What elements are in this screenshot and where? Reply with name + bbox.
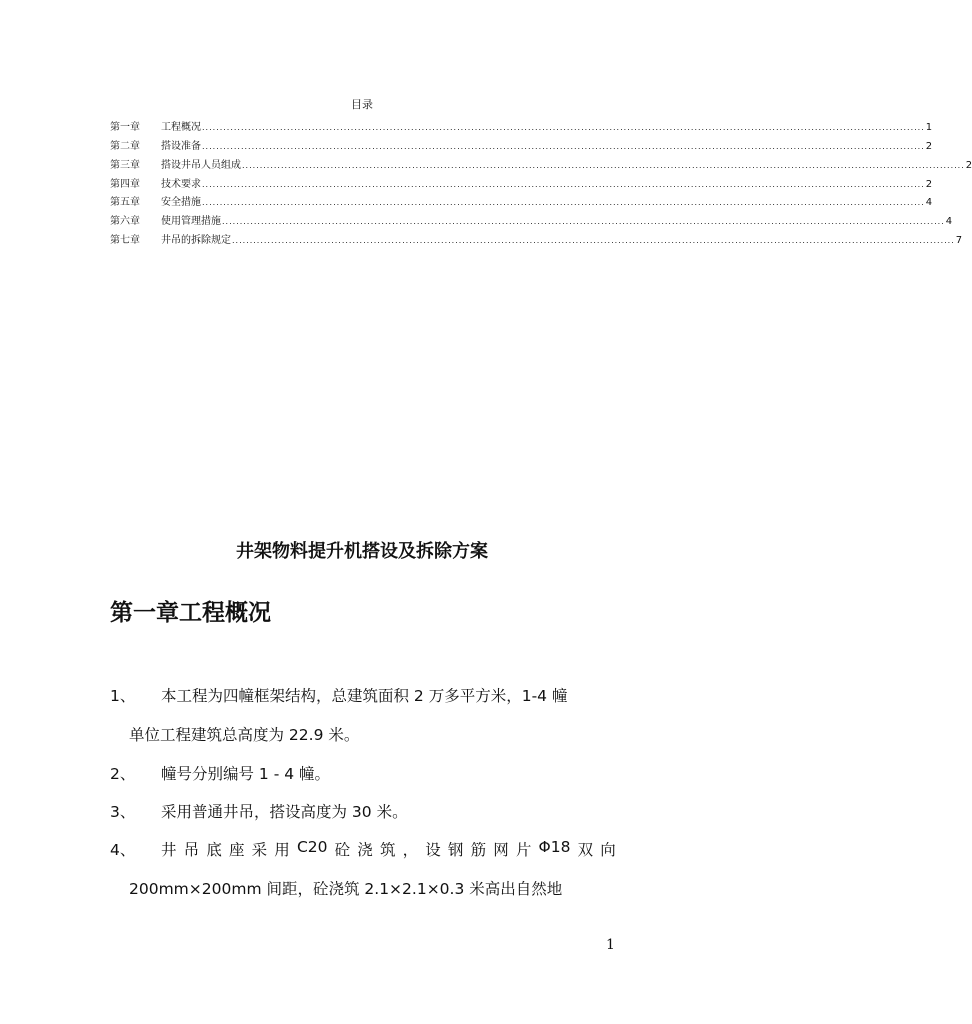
page-number: 1 (606, 937, 615, 953)
paragraph-text: 本工程为四幢框架结构，总建筑面积 2 万多平方米，1-4 幢 (161, 687, 568, 705)
text-fragment: 设 (425, 841, 441, 859)
text-fragment: 井 (161, 841, 177, 859)
toc-text: 使用管理措施 (161, 216, 221, 228)
toc-entry[interactable] (110, 190, 933, 209)
text-fragment: 筋 (470, 841, 487, 859)
chapter-heading: 第一章工程概况 (110, 600, 271, 626)
text-fragment: 网 (493, 841, 509, 859)
text-fragment: Φ18 (538, 838, 571, 856)
document-title: 井架物料提升机搭设及拆除方案 (236, 541, 488, 562)
toc-page: 4 (925, 197, 933, 209)
text-fragment: 浇 (357, 841, 373, 859)
text-fragment: 座 (228, 841, 245, 859)
toc-entry[interactable] (110, 208, 953, 228)
toc-page: 2 (925, 178, 933, 190)
toc-leader: ............................................................................................................................................................................................................ (202, 141, 925, 151)
text-fragment: ， (402, 841, 419, 859)
text-fragment: 砼 (334, 841, 351, 859)
toc-page: 2 (925, 140, 933, 152)
toc-leader: ............................................................................................................................................................................................................ (232, 236, 955, 246)
toc-text: 工程概况 (161, 121, 201, 133)
toc-leader: ............................................................................................................................................................................................................ (242, 160, 965, 170)
paragraph-text (161, 838, 616, 860)
toc-page: 2 (965, 159, 972, 171)
text-fragment: 双 (577, 841, 594, 859)
toc-entry[interactable] (110, 171, 933, 190)
paragraph-text: 采用普通井吊，搭设高度为 30 米。 (161, 803, 408, 821)
text-fragment: 用 (274, 841, 290, 859)
text-fragment: 采 (251, 841, 268, 859)
toc-leader: ............................................................................................................................................................................................................ (202, 179, 925, 189)
text-fragment: 吊 (183, 841, 200, 859)
toc-title: 目录 (351, 98, 373, 111)
toc-entry[interactable] (110, 133, 933, 152)
toc-chapter: 第二章 (110, 140, 140, 152)
toc-chapter: 第三章 (110, 159, 140, 171)
paragraph-number: 4、 (110, 841, 136, 859)
toc-entry[interactable] (110, 227, 963, 247)
toc-text: 安全措施 (161, 197, 201, 209)
paragraph-text: 幢号分别编号 1 - 4 幢。 (161, 765, 331, 783)
text-fragment: 钢 (447, 841, 464, 859)
paragraph-text-cont: 单位工程建筑总高度为 22.9 米。 (129, 726, 360, 744)
toc-entry[interactable] (110, 152, 972, 171)
toc-leader: ............................................................................................................................................................................................................ (202, 122, 925, 132)
text-fragment: 片 (515, 841, 532, 859)
toc-chapter: 第一章 (110, 121, 140, 133)
toc-text: 搭设准备 (161, 140, 201, 152)
toc-chapter: 第六章 (110, 216, 140, 228)
paragraph-number: 1、 (110, 687, 136, 705)
toc-entry[interactable] (110, 114, 933, 133)
toc-text: 井吊的拆除规定 (161, 235, 231, 247)
paragraph-number: 3、 (110, 803, 136, 821)
toc-page: 1 (925, 121, 933, 133)
paragraph-number: 2、 (110, 765, 136, 783)
toc-leader: ............................................................................................................................................................................................................ (202, 198, 925, 208)
toc-page: 4 (945, 216, 953, 228)
text-fragment: 向 (600, 841, 616, 859)
text-fragment: 底 (206, 841, 222, 859)
toc-leader: ............................................................................................................................................................................................................ (222, 217, 945, 227)
toc-chapter: 第七章 (110, 235, 140, 247)
paragraph-text-cont: 200mm×200mm 间距，砼浇筑 2.1×2.1×0.3 米高出自然地 (129, 880, 563, 898)
toc-text: 技术要求 (161, 178, 201, 190)
table-of-contents (110, 114, 972, 247)
text-fragment: 筑 (379, 841, 396, 859)
toc-text: 搭设井吊人员组成 (161, 159, 241, 171)
toc-chapter: 第四章 (110, 178, 140, 190)
text-fragment: C20 (296, 838, 328, 856)
toc-page: 7 (955, 235, 963, 247)
toc-chapter: 第五章 (110, 197, 140, 209)
